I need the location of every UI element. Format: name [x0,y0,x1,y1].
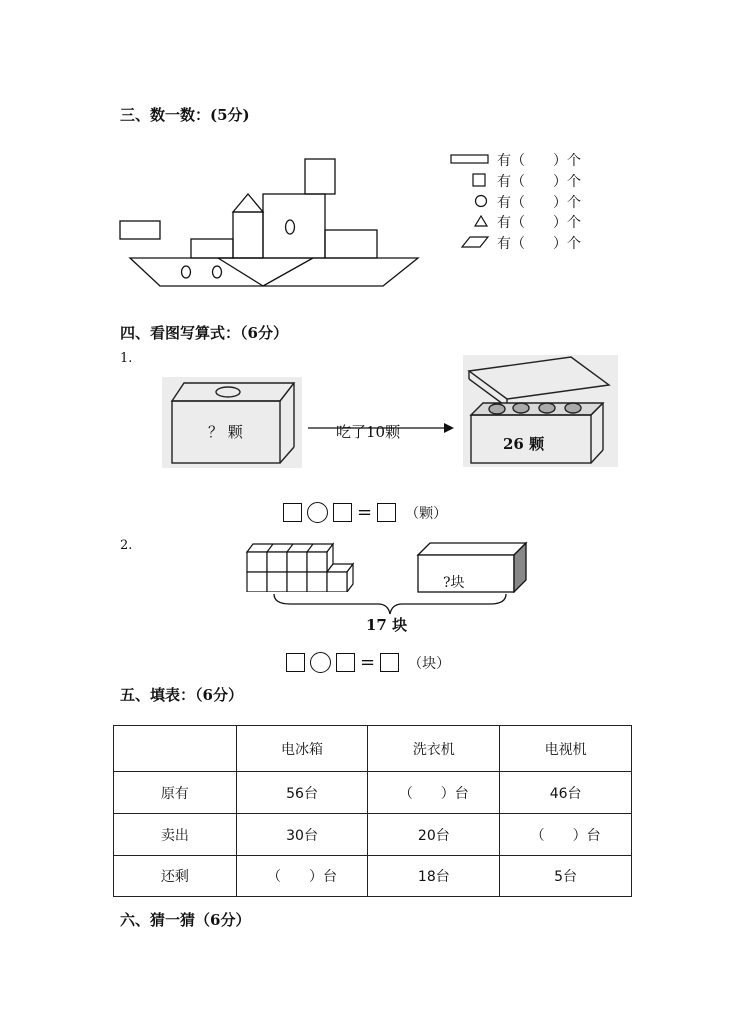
equation-1 [283,502,447,523]
right-box-image [463,355,618,467]
table-cell: 18台 [368,856,500,897]
carton-figure [416,541,528,593]
rectangle-icon [450,152,490,166]
answer-box[interactable] [286,653,305,672]
section5-title: 五、填表：（6分） [120,686,243,704]
arrow-label: 吃了10颗 [336,423,401,441]
equals-sign: = [357,501,373,523]
table-cell: 还剩 [114,856,237,897]
table-cell-blank[interactable]: （ ）台 [368,772,500,814]
table-cell: 原有 [114,772,237,814]
question-1-number: 1. [120,351,133,366]
operator-circle[interactable] [307,502,328,523]
carton-label: ?块 [443,575,465,591]
left-box-image [162,377,302,468]
table-row [114,856,632,897]
right-box-label: 26 颗 [503,435,545,453]
table-cell: 30台 [236,814,368,856]
answer-box[interactable] [333,503,352,522]
square-icon [450,173,490,187]
equation-2 [286,652,450,673]
table-cell: 56台 [236,772,368,814]
legend-text: 有（ ）个 [497,153,581,169]
legend-text: 有（ ）个 [497,174,581,190]
parallelogram-icon [450,235,490,249]
question-2-number: 2. [120,538,133,553]
answer-box[interactable] [336,653,355,672]
table-cell: 20台 [368,814,500,856]
table-cell-blank[interactable]: （ ）台 [500,814,632,856]
answer-box[interactable] [377,503,396,522]
table-cell: 电冰箱 [236,726,368,772]
table-cell: 洗衣机 [368,726,500,772]
table-cell-blank[interactable]: （ ）台 [236,856,368,897]
total-label: 17 块 [366,616,408,634]
table-cell: 5台 [500,856,632,897]
table-cell: 卖出 [114,814,237,856]
circle-icon [450,194,490,208]
cubes-figure [244,540,359,592]
section4-title: 四、看图写算式：（6分） [120,324,288,342]
table-cell: 46台 [500,772,632,814]
section3-title: 三、数一数：(5分) [120,106,250,124]
table-row [114,814,632,856]
left-box-label: ？ 颗 [208,423,243,441]
section6-title: 六、猜一猜（6分） [120,911,251,929]
ship-figure [118,155,423,287]
table-header-row [114,726,632,772]
triangle-icon [450,214,490,228]
table-cell [114,726,237,772]
table-row [114,772,632,814]
appliance-table [113,725,632,897]
legend-text: 有（ ）个 [497,236,581,252]
equals-sign: = [360,651,376,673]
answer-box[interactable] [283,503,302,522]
brace-icon [270,592,510,616]
legend-text: 有（ ）个 [497,195,581,211]
unit-label: （块） [408,655,451,672]
operator-circle[interactable] [310,652,331,673]
table-cell: 电视机 [500,726,632,772]
unit-label: （颗） [405,505,448,522]
legend-text: 有（ ）个 [497,215,581,231]
answer-box[interactable] [380,653,399,672]
